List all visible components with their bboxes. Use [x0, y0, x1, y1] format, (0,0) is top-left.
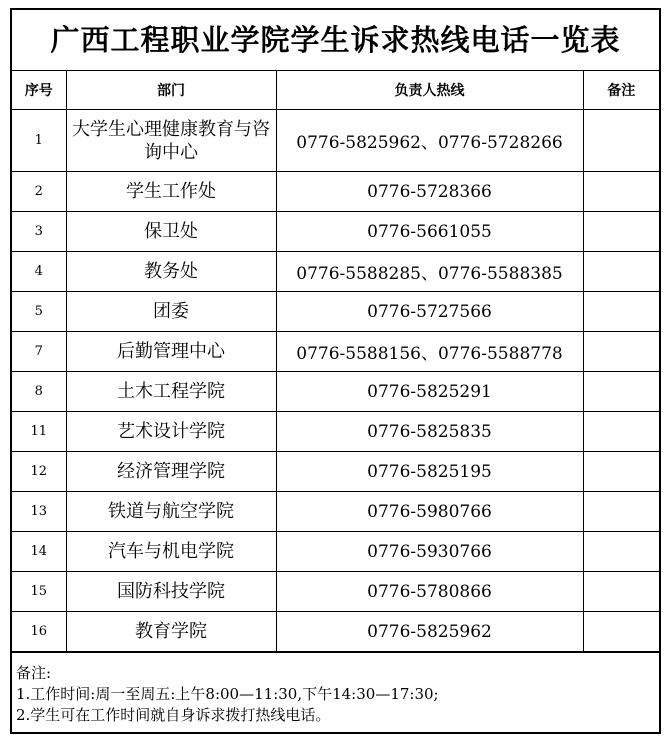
row-no: 2	[12, 172, 66, 212]
row-remark	[583, 532, 659, 572]
page-title: 广西工程职业学院学生诉求热线电话一览表	[12, 10, 659, 71]
row-phone: 0776-5661055	[276, 212, 583, 252]
row-phone: 0776-5825835	[276, 412, 583, 452]
row-phone: 0776-5825962	[276, 612, 583, 652]
row-remark	[583, 372, 659, 412]
table-row	[12, 292, 659, 332]
row-no: 13	[12, 492, 66, 532]
row-no: 1	[12, 110, 66, 172]
table-row	[12, 492, 659, 532]
row-remark	[583, 292, 659, 332]
row-dept: 学生工作处	[66, 172, 276, 212]
row-no: 12	[12, 452, 66, 492]
row-phone: 0776-5980766	[276, 492, 583, 532]
row-no: 7	[12, 332, 66, 372]
row-remark	[583, 612, 659, 652]
row-remark	[583, 492, 659, 532]
row-phone: 0776-5825195	[276, 452, 583, 492]
table-body	[12, 110, 659, 652]
table-row	[12, 452, 659, 492]
table-row	[12, 172, 659, 212]
table-row	[12, 572, 659, 612]
row-dept: 后勤管理中心	[66, 332, 276, 372]
row-remark	[583, 110, 659, 172]
table-row	[12, 412, 659, 452]
row-phone: 0776-5588156、0776-5588778	[276, 332, 583, 372]
row-dept: 保卫处	[66, 212, 276, 252]
notes-heading: 备注:	[16, 664, 52, 682]
row-phone: 0776-5728366	[276, 172, 583, 212]
row-dept: 教务处	[66, 252, 276, 292]
row-phone: 0776-5825291	[276, 372, 583, 412]
table-row	[12, 372, 659, 412]
row-dept: 铁道与航空学院	[66, 492, 276, 532]
row-phone: 0776-5825962、0776-5728266	[276, 110, 583, 172]
notes-line-1: 1.工作时间:周一至周五:上午8:00—11:30,下午14:30—17:30;	[16, 685, 439, 703]
notes-line-2: 2.学生可在工作时间就自身诉求拨打热线电话。	[16, 706, 331, 724]
table-header-row	[12, 71, 659, 110]
row-no: 4	[12, 252, 66, 292]
table-row	[12, 532, 659, 572]
header-dept: 部门	[66, 71, 276, 110]
hotline-sheet	[10, 8, 661, 734]
row-no: 14	[12, 532, 66, 572]
notes-section	[12, 652, 659, 732]
row-no: 16	[12, 612, 66, 652]
table-row	[12, 110, 659, 172]
row-no: 8	[12, 372, 66, 412]
header-phone: 负责人热线	[276, 71, 583, 110]
row-phone: 0776-5588285、0776-5588385	[276, 252, 583, 292]
row-remark	[583, 332, 659, 372]
row-no: 11	[12, 412, 66, 452]
row-dept: 艺术设计学院	[66, 412, 276, 452]
row-dept: 汽车与机电学院	[66, 532, 276, 572]
row-no: 15	[12, 572, 66, 612]
table-row	[12, 332, 659, 372]
table-row	[12, 252, 659, 292]
row-dept: 国防科技学院	[66, 572, 276, 612]
row-dept: 教育学院	[66, 612, 276, 652]
row-dept: 经济管理学院	[66, 452, 276, 492]
header-no: 序号	[12, 71, 66, 110]
row-dept: 土木工程学院	[66, 372, 276, 412]
row-remark	[583, 172, 659, 212]
hotline-table	[12, 71, 659, 652]
row-phone: 0776-5780866	[276, 572, 583, 612]
row-remark	[583, 572, 659, 612]
row-phone: 0776-5727566	[276, 292, 583, 332]
row-phone: 0776-5930766	[276, 532, 583, 572]
row-remark	[583, 252, 659, 292]
row-no: 5	[12, 292, 66, 332]
row-dept: 大学生心理健康教育与咨询中心	[66, 110, 276, 172]
header-remark: 备注	[583, 71, 659, 110]
row-remark	[583, 452, 659, 492]
row-remark	[583, 412, 659, 452]
table-row	[12, 212, 659, 252]
row-no: 3	[12, 212, 66, 252]
row-dept: 团委	[66, 292, 276, 332]
row-remark	[583, 212, 659, 252]
table-row	[12, 612, 659, 652]
